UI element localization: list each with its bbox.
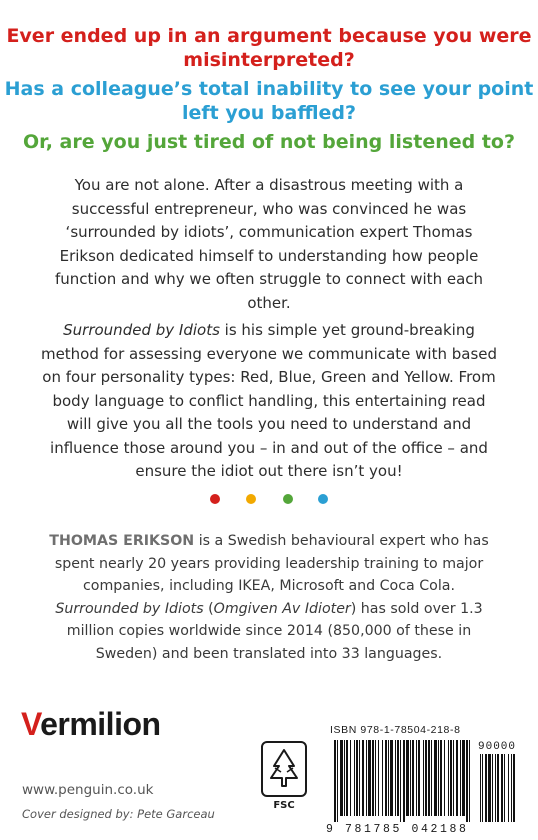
- fsc-label: FSC: [273, 800, 295, 811]
- isbn-number: ISBN 978-1-78504-218-8: [330, 724, 461, 736]
- book-title: Surrounded by Idiots: [63, 321, 220, 339]
- yellow-dot-icon: [246, 494, 256, 504]
- author-bio: [40, 530, 498, 665]
- vermilion-logo-v: V: [21, 706, 41, 742]
- vermilion-logo: [21, 706, 161, 742]
- author-name: THOMAS ERIKSON: [49, 533, 195, 549]
- headline-question-3: Or, are you just tired of not being listened to?: [23, 131, 515, 153]
- cover-credit: Cover designed by: Pete Garceau: [22, 807, 215, 821]
- author-bio-text-3: ) has sold over 1.3 million copies worldwide since 2014 (850,000 of these in Sweden) and been translated into 33 languages.: [66, 600, 483, 662]
- author-bio-original-title: Omgiven Av Idioter: [213, 600, 351, 617]
- barcode-digits: 9 781785 042188: [326, 823, 469, 836]
- author-bio-text-1: is a Swedish behavioural expert who has spent nearly 20 years providing leadership training to major companies, including IKEA, Microsoft and Coca Cola.: [54, 533, 489, 594]
- headline-question-2: Has a colleague’s total inability to see your point left you baffled?: [4, 78, 534, 124]
- red-dot-icon: [210, 494, 220, 504]
- blurb-paragraph-1: You are not alone. After a disastrous meeting with a successful entrepreneur, who was convinced he was ‘surrounded by idiots’, communication expert Thomas Erikson dedicated himself to understanding how people function and why we often struggle to connect with each other.: [54, 176, 484, 312]
- blue-dot-icon: [318, 494, 328, 504]
- author-bio-book-title: Surrounded by Idiots: [55, 600, 204, 617]
- barcode-price-code: 90000: [478, 741, 517, 753]
- vermilion-logo-rest: ermilion: [40, 706, 161, 742]
- headline-question-1: Ever ended up in an argument because you were misinterpreted?: [6, 25, 532, 71]
- author-bio-text-2: (: [203, 600, 214, 617]
- blurb-paragraph-2-text: is his simple yet ground-breaking method for assessing everyone we communicate with based on four personality types: Red, Blue, Green and Yellow. From body language to conflict handling, this entertaining read will give you all the tools you need to understand and influence those around you – in and out of the office – and ensure the idiot out there isn’t you!: [40, 321, 498, 480]
- publisher-website: www.penguin.co.uk: [22, 782, 154, 798]
- green-dot-icon: [283, 494, 293, 504]
- personality-color-dots: [0, 494, 538, 506]
- blurb-paragraph-2: [40, 319, 498, 484]
